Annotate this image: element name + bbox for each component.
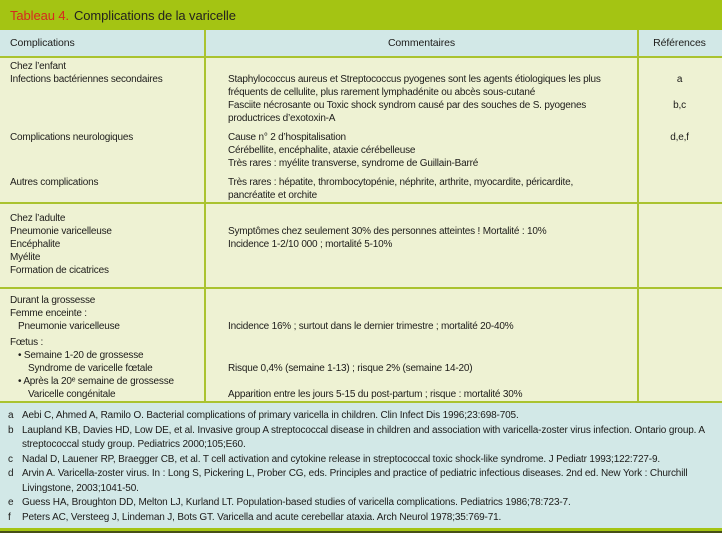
- footnote-letter: a: [8, 410, 14, 421]
- footnote-letter: c: [8, 453, 13, 465]
- column-divider-left: [204, 30, 206, 403]
- table-row: [0, 60, 722, 73]
- complication-cell: [0, 157, 206, 170]
- footnote-text: Guess HA, Broughton DD, Melton LJ, Kurland LT. Population-based studies of varicella complications. Pediatrics 1986;78:723-7.: [22, 497, 571, 508]
- comment-cell: pancréatite et orchite: [228, 190, 317, 201]
- reference-cell: [637, 375, 722, 388]
- reference-cell: [637, 336, 722, 349]
- table-row: [0, 73, 722, 86]
- reference-cell: [637, 307, 722, 320]
- complication-cell: Varicelle congénitale: [28, 389, 116, 400]
- complication-cell: [0, 99, 206, 112]
- table-row: [0, 86, 722, 99]
- comment-cell: [206, 307, 637, 320]
- complication-cell: Chez l’adulte: [10, 213, 66, 224]
- column-divider-right: [637, 30, 639, 403]
- table-row: [0, 144, 722, 157]
- complication-cell: [0, 112, 206, 125]
- column-header-references: Références: [653, 37, 706, 49]
- comment-cell: Cérébellite, encéphalite, ataxie cérébelleuse: [228, 145, 416, 156]
- comment-cell: Symptômes chez seulement 30% des personnes atteintes ! Mortalité : 10%: [228, 226, 547, 237]
- comment-cell: productrices d’exotoxin-A: [228, 113, 336, 124]
- column-header-complications: Complications: [10, 37, 75, 49]
- complication-cell: [0, 189, 206, 202]
- reference-cell: [637, 212, 722, 225]
- reference-cell: a: [676, 74, 683, 85]
- comment-cell: Incidence 16% ; surtout dans le dernier trimestre ; mortalité 20-40%: [228, 321, 514, 332]
- footnote-row: [8, 511, 714, 526]
- complication-cell: Myélite: [10, 252, 41, 263]
- reference-cell: [637, 144, 722, 157]
- table-row: [0, 189, 722, 202]
- bottom-border: [0, 528, 722, 533]
- table-row: [0, 212, 722, 225]
- comment-cell: [206, 294, 637, 307]
- table-row: [0, 264, 722, 277]
- complication-cell: [0, 144, 206, 157]
- table-section: [0, 287, 722, 401]
- table-row: [0, 99, 722, 112]
- table-row: [0, 375, 722, 388]
- reference-cell: [637, 225, 722, 238]
- reference-cell: [637, 349, 722, 362]
- table-body: [0, 56, 722, 403]
- footnote-letter: b: [8, 424, 14, 436]
- reference-cell: [637, 176, 722, 189]
- reference-cell: [637, 60, 722, 73]
- reference-cell: [637, 251, 722, 264]
- complication-cell: Autres complications: [10, 177, 99, 188]
- table-section: [0, 202, 722, 287]
- comment-cell: [206, 60, 637, 73]
- table-number: Tableau 4.: [10, 7, 69, 23]
- reference-cell: [637, 112, 722, 125]
- complication-cell: Durant la grossesse: [10, 295, 96, 306]
- table-row: [0, 307, 722, 320]
- table-section: [0, 58, 722, 202]
- comment-cell: Fasciite nécrosante ou Toxic shock syndrom causé par des souches de S. pyogenes: [228, 100, 587, 111]
- reference-cell: [637, 264, 722, 277]
- comment-cell: fréquents de cellulite, plus rarement lymphadénite ou abcès sous-cutané: [228, 87, 536, 98]
- reference-cell: d,e,f: [670, 132, 689, 143]
- column-header-commentaires: Commentaires: [387, 37, 456, 49]
- complication-cell: Formation de cicatrices: [10, 265, 109, 276]
- complication-cell: Pneumonie varicelleuse: [10, 226, 112, 237]
- footnote-row: [8, 424, 714, 453]
- table-title: Complications de la varicelle: [74, 7, 236, 23]
- footnote-row: [8, 453, 714, 468]
- complication-cell: • Après la 20ᵉ semaine de grossesse: [18, 376, 174, 387]
- table-row: [0, 112, 722, 125]
- table-row: [0, 388, 722, 401]
- reference-cell: [637, 320, 722, 333]
- reference-cell: b,c: [673, 100, 686, 111]
- table-row: [0, 131, 722, 144]
- complication-cell: Encéphalite: [10, 239, 61, 250]
- reference-cell: [637, 362, 722, 375]
- footnote-row: [8, 467, 714, 496]
- footnote-letter: d: [8, 468, 14, 479]
- footnote-letter: e: [8, 497, 14, 508]
- comment-cell: [206, 251, 637, 264]
- reference-cell: [637, 294, 722, 307]
- footnote-row: [8, 496, 714, 511]
- complication-cell: Infections bactériennes secondaires: [10, 74, 163, 85]
- footnote-text: Aebi C, Ahmed A, Ramilo O. Bacterial complications of primary varicella in children. Clin Infect Dis 1996;23:698-705.: [22, 410, 519, 421]
- reference-cell: [637, 86, 722, 99]
- complication-cell: • Semaine 1-20 de grossesse: [18, 350, 144, 361]
- footnote-text: Nadal D, Lauener RP, Braegger CB, et al. T cell activation and cytokine release in streptococcal toxic shock-like syndrome. J Pediatr 1993;122:727-9.: [22, 453, 661, 465]
- comment-cell: Incidence 1-2/10 000 ; mortalité 5-10%: [228, 239, 393, 250]
- comment-cell: Staphylococcus aureus et Streptococcus pyogenes sont les agents étiologiques les plus: [228, 74, 601, 85]
- table-row: [0, 157, 722, 170]
- comment-cell: [206, 212, 637, 225]
- complication-cell: Pneumonie varicelleuse: [18, 321, 120, 332]
- table-grid: [0, 30, 722, 403]
- table-row: [0, 251, 722, 264]
- comment-cell: [206, 375, 637, 388]
- table-row: [0, 336, 722, 349]
- reference-cell: [637, 388, 722, 401]
- table-row: [0, 320, 722, 333]
- complication-cell: Fœtus :: [10, 337, 44, 348]
- table-title-band: [0, 0, 722, 30]
- complication-cell: Syndrome de varicelle fœtale: [28, 363, 153, 374]
- table-row: [0, 176, 722, 189]
- comment-cell: Risque 0,4% (semaine 1-13) ; risque 2% (semaine 14-20): [228, 363, 473, 374]
- table-row: [0, 294, 722, 307]
- complication-cell: Femme enceinte :: [10, 308, 87, 319]
- complication-cell: Complications neurologiques: [10, 132, 134, 143]
- footnote-text: Arvin A. Varicella-zoster virus. In : Long S, Pickering L, Prober CG, eds. Principles and practice of pediatric infectious diseases. 2nd ed. New York : Churchill Livingstone, 2003;1041-50.: [22, 468, 688, 494]
- footnote-text: Peters AC, Versteeg J, Lindeman J, Bots GT. Varicella and acute cerebellar ataxia. Arch Neurol 1978;35:769-71.: [22, 511, 502, 523]
- footnotes: [0, 403, 722, 528]
- table-row: [0, 362, 722, 375]
- footnote-letter: f: [8, 511, 11, 523]
- reference-cell: [637, 189, 722, 202]
- comment-cell: Cause n° 2 d’hospitalisation: [228, 132, 346, 143]
- table-row: [0, 225, 722, 238]
- footnote-text: Laupland KB, Davies HD, Low DE, et al. Invasive group A streptococcal disease in children and association with varicella-zoster virus infection. Ontario group. A streptococcal study group. Pediatrics 2000;105;E60.: [22, 424, 705, 450]
- column-header-row: [0, 30, 722, 56]
- comment-cell: [206, 349, 637, 362]
- reference-cell: [637, 157, 722, 170]
- footnote-row: [8, 409, 714, 424]
- comment-cell: [206, 264, 637, 277]
- reference-cell: [637, 238, 722, 251]
- complication-cell: Chez l’enfant: [10, 61, 66, 72]
- table-row: [0, 349, 722, 362]
- comment-cell: [206, 336, 637, 349]
- comment-cell: Très rares : myélite transverse, syndrome de Guillain-Barré: [228, 158, 479, 169]
- comment-cell: Très rares : hépatite, thrombocytopénie, néphrite, arthrite, myocardite, péricardite,: [228, 177, 574, 188]
- comment-cell: Apparition entre les jours 5-15 du post-partum ; risque : mortalité 30%: [228, 389, 523, 400]
- table-row: [0, 238, 722, 251]
- complication-cell: [0, 86, 206, 99]
